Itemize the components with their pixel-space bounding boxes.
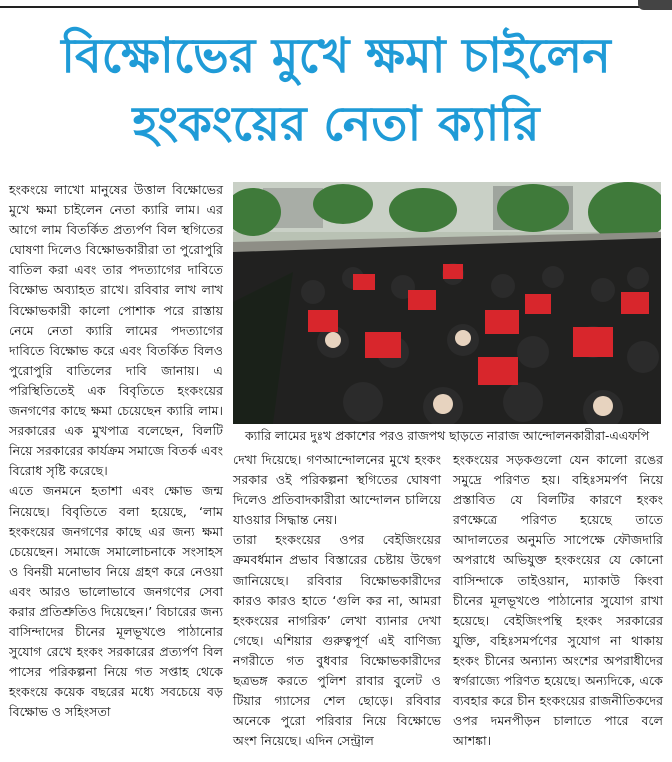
headline	[0, 22, 672, 158]
protest-photo-image	[233, 182, 661, 424]
page-corner-mark	[638, 0, 672, 10]
photo-caption: ক্যারি লামের দুঃখ প্রকাশের পরও রাজপথ ছাড়তে নারাজ আন্দোলনকারীরা-এএফপি	[245, 429, 649, 443]
headline-line-2: হংকংয়ের নেতা ক্যারি	[132, 96, 540, 152]
article-paragraph: তারা হংকংয়ের ওপর বেইজিংয়ের ক্রমবর্ধমান প্রভাব বিস্তারের চেষ্টায় উদ্বেগ জানিয়েছে। রবিবার বিক্ষোভকারীদের কারও কারও হাতে ‘গুলি কর না, আমরা হংকংয়ের নাগরিক’ লেখা ব্যানার দেখা গেছে। এশিয়ার গুরুত্বপূর্ণ এই বাণিজ্য নগরীতে গত বুধবার বিক্ষোভকারীদের ছত্রভঙ্গ করতে পুলিশ রাবার বুলেট ও টিয়ার গ্যাসের শেল ছোড়ে। রবিবার অনেকে পুরো পরিবার নিয়ে বিক্ষোভে অংশ নিয়েছে। এদিন সেন্ট্রাল	[233, 532, 441, 749]
headline-line-1: বিক্ষোভের মুখে ক্ষমা চাইলেন	[61, 28, 611, 84]
article-column-1	[9, 180, 223, 723]
article-paragraph: এতে জনমনে হতাশা এবং ক্ষোভ জন্ম নিয়েছে। বিবৃতিতে বলা হয়েছে, ‘লাম হংকংয়ের জনগণের কাছে এর জন্য ক্ষমা চেয়েছেন। সমাজে সমালোচনাকে সংসাহস ও বিনয়ী মনোভাব নিয়ে গ্রহণ করে নেওয়া এবং আরও ভালোভাবে জনগণের সেবা করার প্রতিশ্রুতিও দিয়েছেন।’ বিচারের জন্য বাসিন্দাদের চীনের মূলভূখণ্ডে পাঠানোর সুযোগ রেখে হংকং সরকারের প্রত্যর্পণ বিল পাসের পরিকল্পনা নিয়ে গত সপ্তাহ থেকে হংকংয়ে কয়েক বছরের মধ্যে সবচেয়ে বড় বিক্ষোভ ও সহিংসতা	[9, 483, 223, 720]
article-paragraph: হংকংয়ের সড়কগুলো যেন কালো রঙের সমুদ্রে পরিণত হয়। বহিঃসমর্পণ নিয়ে প্রস্তাবিত যে বিলটির কারণে হংকং রণক্ষেত্রে পরিণত হয়েছে তাতে আদালতের অনুমতি সাপেক্ষে ফৌজদারি অপরাধে অভিযুক্ত হংকংয়ের যে কোনো বাসিন্দাকে তাইওয়ান, ম্যাকাউ কিংবা চীনের মূলভূখণ্ডে পাঠানোর সুযোগ রাখা হয়েছে। বেইজিংপন্থি হংকং সরকারের যুক্তি, বহিঃসমর্পণের সুযোগ না থাকায় হংকং চীনের অন্যান্য অংশের অপরাধীদের স্বর্গরাজ্যে পরিণত হয়েছে। অন্যদিকে, একে ব্যবহার করে চীন হংকংয়ের রাজনীতিকদের ওপর দমনপীড়ন চালাতে পারে বলে আশঙ্কা।	[453, 452, 663, 749]
article-column-2	[233, 450, 441, 751]
protest-photo	[233, 182, 661, 424]
article-paragraph: হংকংয়ে লাখো মানুষের উত্তাল বিক্ষোভের মুখে ক্ষমা চাইলেন নেতা ক্যারি লাম। এর আগে লাম বিতর্কিত প্রত্যর্পণ বিল স্থগিতের ঘোষণা দিলেও বিক্ষোভকারীরা তা পুরোপুরি বাতিল করা এবং তার পদত্যাগের দাবিতে বিক্ষোভ অব্যাহত রাখে। রবিবার লাখ লাখ বিক্ষোভকারী কালো পোশাক পরে রাস্তায় নেমে নেতা ক্যারি লামের পদত্যাগের দাবিতে বিক্ষোভ করে এবং বিতর্কিত বিলও পুরোপুরি বাতিলের দাবি জানায়। এ পরিস্থিতিতেই এক বিবৃতিতে হংকংয়ের জনগণের কাছে ক্ষমা চেয়েছেন ক্যারি লাম। সরকারের এক মুখপাত্র বলেছেন, বিলটি নিয়ে সরকারের কার্যক্রম সমাজে বিতর্ক এবং বিরোধ সৃষ্টি করেছে।	[9, 182, 223, 479]
article-paragraph: দেখা দিয়েছে। গণআন্দোলনের মুখে হংকং সরকার ওই পরিকল্পনা স্থগিতের ঘোষণা দিলেও প্রতিবাদকারীরা আন্দোলন চালিয়ে যাওয়ার সিদ্ধান্ত নেয়।	[233, 452, 441, 528]
article-column-3	[453, 450, 663, 751]
page-top-rule	[0, 0, 672, 10]
top-divider	[0, 6, 640, 8]
